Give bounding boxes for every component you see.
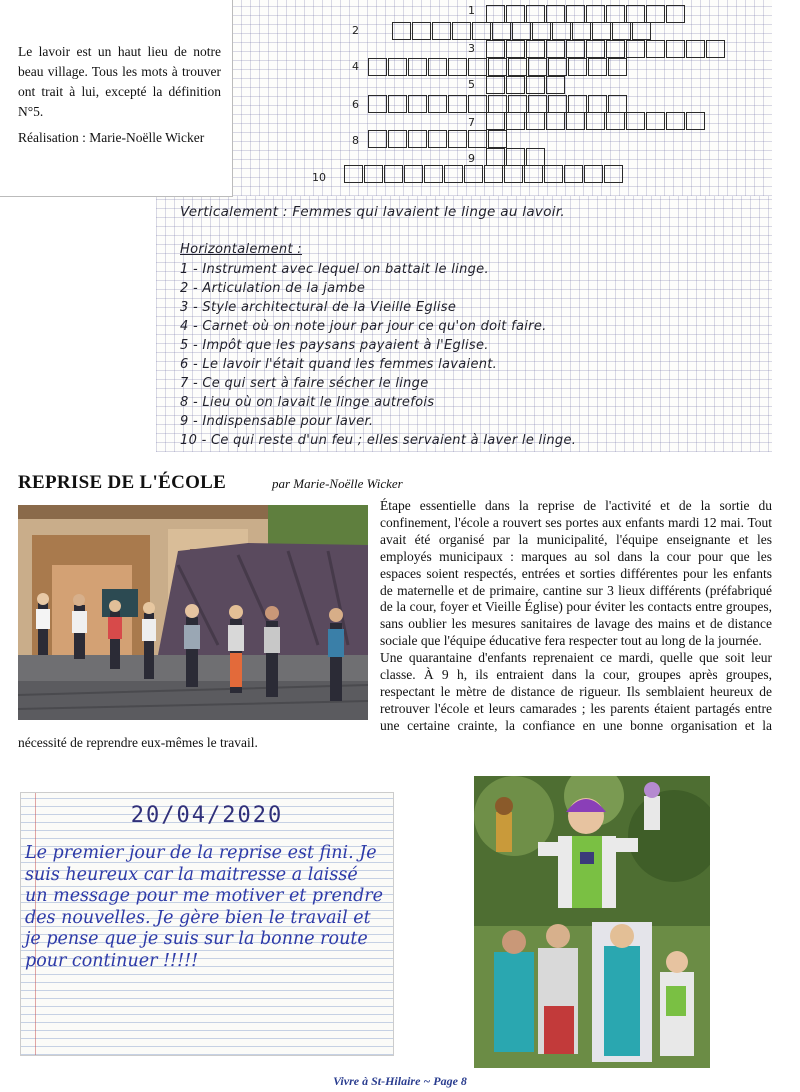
clue-9: 9 - Indispensable pour laver. [180,414,374,429]
crossword-cell [344,165,363,183]
crossword-cell [566,5,585,23]
notebook-date: 20/04/2020 [130,803,284,828]
clue-5: 5 - Impôt que les paysans payaient à l'Eglise. [180,338,489,353]
crossword-cell [468,95,487,113]
crossword-cell [488,95,507,113]
clue-1: 1 - Instrument avec lequel on battait le linge. [180,262,489,277]
crossword-cell [646,5,665,23]
crossword-cell [586,40,605,58]
crossword-clues [156,196,772,452]
crossword-number-8: 8 [352,134,359,147]
crossword-number-6: 6 [352,98,359,111]
crossword-cell [626,112,645,130]
photo-costumes [474,776,710,1068]
clue-horizontal-title: Horizontalement : [180,242,302,257]
crossword-cell [472,22,491,40]
crossword-cell [566,40,585,58]
crossword-cell [666,5,685,23]
intro-box [0,0,233,197]
crossword-cell [506,148,525,166]
crossword-cell [546,40,565,58]
crossword-number-5: 5 [468,78,475,91]
crossword-cell [548,58,567,76]
crossword-number-9: 9 [468,152,475,165]
crossword-cell [608,58,627,76]
clue-7: 7 - Ce qui sert à faire sécher le linge [180,376,429,391]
crossword-cell [608,95,627,113]
crossword-cell [484,165,503,183]
crossword-cell [568,58,587,76]
article-byline: par Marie-Noëlle Wicker [272,476,403,491]
photo-school-courtyard [18,505,368,720]
crossword-cell [392,22,411,40]
intro-text: Le lavoir est un haut lieu de notre beau village. Tous les mots à trouver ont trait à lui, excepté la définition N°5. [18,44,221,119]
crossword-cell [686,40,705,58]
crossword-number-1: 1 [468,4,475,17]
crossword-cell [544,165,563,183]
crossword-cell [506,5,525,23]
crossword-cell [432,22,451,40]
crossword-cell [448,58,467,76]
clue-vertical: Verticalement : Femmes qui lavaient le linge au lavoir. [180,204,566,220]
clue-8: 8 - Lieu où on lavait le linge autrefois [180,395,435,410]
crossword-cell [364,165,383,183]
crossword-cell [564,165,583,183]
crossword-cell [584,165,603,183]
clue-4: 4 - Carnet où on note jour par jour ce qu'on doit faire. [180,319,547,334]
crossword-cell [568,95,587,113]
crossword-cell [448,130,467,148]
crossword-cell [508,58,527,76]
crossword-cell [408,58,427,76]
crossword-cell [548,95,567,113]
crossword-cell [388,130,407,148]
crossword-cell [524,165,543,183]
crossword-cell [428,130,447,148]
crossword-number-7: 7 [468,116,475,129]
crossword-number-4: 4 [352,60,359,73]
crossword-cell [486,112,505,130]
crossword-cell [666,40,685,58]
crossword-cell [506,40,525,58]
crossword-cell [424,165,443,183]
crossword-cell [528,95,547,113]
crossword-cell [506,76,525,94]
crossword-cell [504,165,523,183]
crossword-cell [606,5,625,23]
crossword-grid [232,0,772,196]
crossword-cell [532,22,551,40]
crossword-cell [412,22,431,40]
crossword-cell [546,112,565,130]
crossword-cell [486,148,505,166]
crossword-cell [448,95,467,113]
crossword-cell [488,58,507,76]
crossword-cell [646,40,665,58]
clue-2: 2 - Articulation de la jambe [180,281,366,296]
crossword-cell [646,112,665,130]
crossword-cell [706,40,725,58]
crossword-cell [632,22,651,40]
crossword-cell [526,148,545,166]
crossword-cell [486,76,505,94]
crossword-cell [464,165,483,183]
crossword-cell [428,58,447,76]
crossword-cell [686,112,705,130]
crossword-cell [404,165,423,183]
article-title: REPRISE DE L'ÉCOLE [18,472,227,493]
crossword-number-10: 10 [312,171,326,184]
clue-6: 6 - Le lavoir l'était quand les femmes lavaient. [180,357,498,372]
crossword-cell [526,5,545,23]
crossword-cell [408,130,427,148]
crossword-cell [528,58,547,76]
crossword-cell [368,58,387,76]
crossword-number-3: 3 [468,42,475,55]
crossword-cell [452,22,471,40]
crossword-cell [626,40,645,58]
crossword-cell [368,95,387,113]
crossword-cell [586,112,605,130]
crossword-cell [428,95,447,113]
crossword-cell [408,95,427,113]
article-paragraph-1: Étape essentielle dans la reprise de l'activité et de la sortie du confinement, l'école a rouvert ses portes aux enfants mardi 12 mai. Tout avait été organisé par la municipalité, l'équipe enseignante et les employés municipaux : marques au sol dans la cour pour que les espaces soient respectés, entrées et sorties différentes pour les enfants de maternelle et de primaire, cantine sur 3 lieux différents (préfabriqué de la cour, foyer et Vieille Église) pour éviter les contacts entre groupes, sans oublier les mesures sanitaires de lavage des mains et de distance sociale que l'équipe éducative fera respecter tout au long de la journée. [380,498,772,649]
crossword-cell [508,95,527,113]
notebook-page [20,792,394,1056]
crossword-cell [588,58,607,76]
crossword-cell [592,22,611,40]
crossword-cell [606,40,625,58]
crossword-cell [384,165,403,183]
clue-10: 10 - Ce qui reste d'un feu ; elles servaient à laver le linge. [180,433,577,448]
crossword-cell [612,22,631,40]
crossword-cell [626,5,645,23]
article-paragraph-2: Une quarantaine d'enfants reprenaient ce mardi, quelle que soit leur classe. À 9 h, ils entraient dans la cour, groupes après groupes, respectant le mètre de distance de rigueur. Ils semblaient heureux de retrouver l'école et leurs camarades ; les parents étaient partagés entre une certaine crainte, la confiance en une bonne organisation et la nécessité de reprendre eux-mêmes le travail. [18,650,772,750]
notebook-text: Le premier jour de la reprise est fini. Je suis heureux car la maitresse a laissé un message pour me motiver et prendre des nouvelles. Je gère bien le travail et je pense que je suis sur la bonne route pour continuer !!!!! [25,843,384,971]
crossword-cell [368,130,387,148]
crossword-cell [486,5,505,23]
crossword-cell [586,5,605,23]
crossword-cell [512,22,531,40]
crossword-cell [546,5,565,23]
crossword-cell [388,95,407,113]
crossword-cell [468,58,487,76]
crossword-cell [546,76,565,94]
crossword-cell [492,22,511,40]
crossword-cell [566,112,585,130]
crossword-cell [606,112,625,130]
crossword-cell [572,22,591,40]
crossword-cell [388,58,407,76]
crossword-cell [506,112,525,130]
crossword-cell [444,165,463,183]
crossword-cell [552,22,571,40]
crossword-cell [468,130,487,148]
crossword-cell [526,40,545,58]
crossword-cell [526,112,545,130]
crossword-cell [666,112,685,130]
crossword-cell [526,76,545,94]
crossword-cell [604,165,623,183]
crossword-cell [486,40,505,58]
crossword-cell [588,95,607,113]
intro-credit: Réalisation : Marie-Noëlle Wicker [18,130,205,145]
crossword-number-2: 2 [352,24,359,37]
clue-3: 3 - Style architectural de la Vieille Eglise [180,300,457,315]
page-footer: Vivre à St-Hilaire ~ Page 8 [333,1074,467,1088]
crossword-cell [488,130,507,148]
